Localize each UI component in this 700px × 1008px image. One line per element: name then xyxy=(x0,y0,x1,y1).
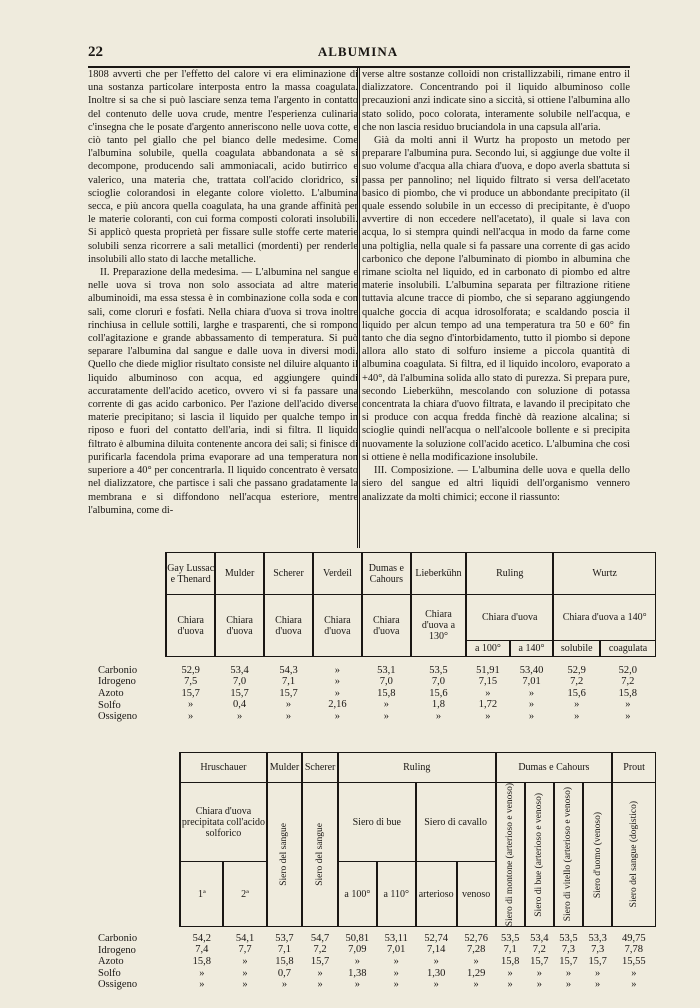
condition-header: a 140° xyxy=(510,641,554,657)
table-cell: » xyxy=(473,955,479,967)
element-label: Ossigeno xyxy=(98,979,138,991)
table-row xyxy=(96,711,656,723)
page-number: 22 xyxy=(88,44,103,60)
composition-table-eggs xyxy=(96,552,656,722)
table-row xyxy=(96,688,656,700)
table-cell: » xyxy=(507,967,513,979)
element-label: Ossigeno xyxy=(98,711,138,723)
table-cell: 7,15 xyxy=(478,676,498,688)
table-cell: 15,8 xyxy=(192,955,212,967)
page-header xyxy=(88,44,628,68)
table-row xyxy=(96,665,656,677)
table-cell: 53,5 xyxy=(429,664,448,676)
table-cell: 53,7 xyxy=(275,932,294,944)
table-cell: 54,3 xyxy=(279,664,298,676)
table-cell: 53,1 xyxy=(377,664,396,676)
table-cell: » xyxy=(285,710,292,722)
table-cell: » xyxy=(199,967,205,979)
table-cell: » xyxy=(334,664,341,676)
column-divider xyxy=(357,68,360,548)
author-header: Lieberkühn xyxy=(411,553,466,595)
right-text-column xyxy=(362,68,630,504)
condition-header: venoso xyxy=(457,862,496,927)
table-body xyxy=(96,665,656,723)
table-cell: 54,7 xyxy=(310,932,330,944)
table-cell: 51,91 xyxy=(476,664,500,676)
sample-header: Chiara d'uova xyxy=(362,595,411,657)
table-cell: 7,2 xyxy=(532,944,546,956)
table-cell: 7,1 xyxy=(281,676,296,688)
table-cell: 15,7 xyxy=(310,955,330,967)
table-cell: » xyxy=(383,699,389,711)
table-cell: » xyxy=(188,710,194,722)
table-cell: 0,7 xyxy=(277,967,292,979)
table-cell: 1,72 xyxy=(478,699,498,711)
sample-header: Siero di bue (arterioso e venoso) xyxy=(534,792,545,917)
table-cell: » xyxy=(507,979,513,991)
paragraph: III. Composizione. — L'albumina delle uova e quella dello siero del sangue ed altri liquidi dell'organismo vennero analizzate da molti chimici; eccone il riassunto: xyxy=(362,465,630,503)
table-cell: 15,55 xyxy=(622,955,646,967)
table-cell: 54,2 xyxy=(192,932,212,944)
table-cell: » xyxy=(188,699,194,711)
author-header: Hruschauer xyxy=(180,753,266,783)
element-label: Solfo xyxy=(98,967,121,979)
author-header: Dumas e Cahours xyxy=(362,553,411,595)
table-cell: 1,30 xyxy=(427,967,446,979)
table-cell: 7,3 xyxy=(561,944,576,956)
sample-header: Chiara d'uova xyxy=(264,595,313,657)
table-cell: 52,0 xyxy=(618,664,637,676)
table-cell: » xyxy=(354,979,360,991)
sample-header: Siero di vitello (arterioso e venoso) xyxy=(563,787,574,922)
table-cell: » xyxy=(473,979,479,991)
sample-header: Chiara d'uova xyxy=(466,595,553,641)
table-cell: 52,9 xyxy=(181,664,200,676)
sample-header: Chiara d'uova a 140° xyxy=(553,595,655,641)
table-cell: 7,5 xyxy=(184,676,198,688)
author-header: Wurtz xyxy=(553,553,655,595)
author-header: Dumas e Cahours xyxy=(496,753,613,783)
table-cell: 7,1 xyxy=(277,944,292,956)
sample-header: Siero del sangue xyxy=(315,823,326,887)
table-cell: 53,5 xyxy=(500,932,520,944)
table-cell: 7,4 xyxy=(195,944,209,956)
table-cell: 7,2 xyxy=(313,944,327,956)
table-cell: 7,14 xyxy=(427,944,446,956)
table-body xyxy=(96,933,656,991)
condition-header: arterioso xyxy=(416,862,457,927)
author-header: Mulder xyxy=(215,553,264,595)
element-label: Azoto xyxy=(98,687,124,699)
table-cell: » xyxy=(631,979,637,991)
sample-header: Siero di montone (arterioso e venoso) xyxy=(505,783,516,927)
author-header: Ruling xyxy=(466,553,553,595)
condition-header: coagulata xyxy=(600,641,655,657)
table-cell: » xyxy=(334,710,341,722)
table-cell: 7,2 xyxy=(570,676,584,688)
table-cell: » xyxy=(485,687,491,699)
table-cell: 15,8 xyxy=(275,955,294,967)
table-cell: » xyxy=(565,979,572,991)
condition-header: 1ª xyxy=(180,862,223,927)
author-header: Scherer xyxy=(302,753,338,783)
table-cell: » xyxy=(242,955,248,967)
table-cell: » xyxy=(528,699,535,711)
sample-header: Siero d'uomo (venoso) xyxy=(592,811,603,898)
table-cell: » xyxy=(334,687,341,699)
table-cell: » xyxy=(433,955,439,967)
table-cell: » xyxy=(317,979,323,991)
table-cell: 52,74 xyxy=(424,932,448,944)
table-cell: » xyxy=(393,979,399,991)
table-row xyxy=(96,956,656,968)
composition-table-serum xyxy=(96,752,656,991)
table-cell: 53,40 xyxy=(519,664,544,676)
table-cell: 52,76 xyxy=(464,932,488,944)
table-cell: » xyxy=(625,699,631,711)
condition-header: solubile xyxy=(553,641,600,657)
table-cell: 15,6 xyxy=(567,687,586,699)
sample-header: Chiara d'uova xyxy=(313,595,362,657)
table-cell: » xyxy=(631,967,637,979)
table-cell: 15,7 xyxy=(530,955,549,967)
paragraph: Già da molti anni il Wurtz ha proposto un metodo per preparare l'albumina pura. Secondo lui, si aggiunge due volte il suo volume d'acqua alla chiara d'uova, e dopo averla sbattuta si passa per pannolino; nel liquido filtrato si versa dell'acetato basico di piombo, che vi produce un abbondante precipitato (il quale essendo solubile in un eccesso di precipitante, è d'uopo avvertire di non eccedere nell'acetato), il quale si lava con acqua, lo si stempra quindi nell'acqua in modo da farne come una poltiglia, nella quale si fa passare una corrente di gas acido carbonico che depone l'albuminato di piombo in albumina che rimane sciolta nel liquido, ed in carbonato di piombo ed altre materie insolubili. L'albumina separata per filtrazione ritiene tuttavia alcune tracce di piombo, che si separano aggiungendo qualche goccia di acqua idrosolforata; e scaldando poscia il liquido per alcun tempo ad una temperatura tra 50 e 60° fin tanto che dia segno d'intorbidamento, tutto il piombo si depone allora allo stato di solfuro insieme a piccola quantità di albumina coagulata. Si filtra, ed il liquido incoloro, evaporato a +40°, dà l'albumina solida allo stato di purezza. Si prepara pure, secondo Lieberkühn, mescolando con soluzione di potassa concentrata la chiara d'uovo filtrata, e lavando il precipitato che si produce con acqua fredda finchè dà reazione alcalina; si scioglie quindi nell'acqua o nell'alcoole bollente e si precipita nuovamente la soluzione coll'acido acetico. L'albumina che così si ottiene è nella modificazione insolubile. xyxy=(362,135,630,463)
left-text-column xyxy=(88,68,358,517)
condition-header: a 100° xyxy=(338,862,377,927)
table-cell: » xyxy=(433,979,439,991)
table-cell: 0,4 xyxy=(233,699,247,711)
table-cell: » xyxy=(625,710,631,722)
table-row xyxy=(96,933,656,945)
author-header: Ruling xyxy=(338,753,496,783)
table-cell: 7,0 xyxy=(379,676,393,688)
table-cell: » xyxy=(536,979,542,991)
table-cell: 7,1 xyxy=(503,944,517,956)
table-cell: 53,4 xyxy=(230,664,249,676)
table-cell: 53,11 xyxy=(384,932,408,944)
table-cell: 53,5 xyxy=(559,932,578,944)
sample-header: Siero di bue xyxy=(338,783,416,862)
paragraph: II. Preparazione della medesima. — L'albumina nel sangue e nelle uova si trova non solo associata ad altre materie albuminoidi, ma essa stessa è in combinazione colla soda e con sali, come clorurì e fosfati. Nella chiara d'uova si trova inoltre rinchiusa in cellule sottili, larghe e trasparenti, che si rompono coll'agitazione e grande abbassamento di temperatura. Si può separare l'albumina dal sangue e dalle uova in diversi modi. Quello che diede miglior risultato consiste nel diluire alquanto il liquido albuminoso con acqua, ed aggiungere quindi accuratamente dell'acido acetico, ovvero vi si fa passare una corrente di gas acido carbonico. Per l'azione dell'acido diverse materie precipitano; si lascia il liquido per qualche tempo in riposo e fuori del contatto dell'aria, indi si filtra. Il liquido filtrato è albumina diluita contenente ancora dei sali; si finisce di purificarla facendola prima evaporare ad una temperatura non superiore a 40° per concentrarla. Il liquido concentrato è versato nel dializzatore, che partisce i sali che passano gradatamente la membrana e si diffondono nell'acqua esteriore, mentre l'albumina, come di- xyxy=(88,267,358,516)
table-cell: 7,0 xyxy=(233,676,247,688)
table-cell: 7,01 xyxy=(522,676,541,688)
author-header: Verdeil xyxy=(313,553,362,595)
table-cell: » xyxy=(393,967,399,979)
table-cell: 15,7 xyxy=(230,687,249,699)
author-header: Prout xyxy=(612,753,655,783)
table-cell: » xyxy=(354,955,360,967)
table-cell: » xyxy=(595,979,601,991)
table-row xyxy=(96,968,656,980)
table-cell: 2,16 xyxy=(328,699,347,711)
table-cell: » xyxy=(393,955,399,967)
element-label: Azoto xyxy=(98,956,124,968)
table-cell: 15,6 xyxy=(429,687,448,699)
table-cell: 1,8 xyxy=(431,699,446,711)
table-cell: 15,7 xyxy=(181,687,200,699)
sample-header: Siero del sangue xyxy=(279,823,290,887)
table-cell: » xyxy=(334,676,341,688)
table-cell: 7,2 xyxy=(621,676,635,688)
element-label: Solfo xyxy=(98,699,121,711)
table-cell: 1,38 xyxy=(348,967,367,979)
table-cell: » xyxy=(536,967,542,979)
table-cell: » xyxy=(383,710,389,722)
table-cell: » xyxy=(565,967,572,979)
table-cell: 7,01 xyxy=(387,944,406,956)
element-label: Carbonio xyxy=(98,933,138,945)
element-label: Idrogeno xyxy=(98,944,136,956)
table-cell: 7,7 xyxy=(238,944,252,956)
sample-header: Siero del sangue (dogistico) xyxy=(629,801,640,908)
author-header: Mulder xyxy=(267,753,303,783)
paragraph: 1808 avvertì che per l'effetto del calore vi era eliminazione di una sostanza particolare interposta entro la massa coagulata. Inoltre si sa che si può lasciare senza tema l'argento in contatto del contenuto delle uova crude, mentre l'esperienza culinaria c'insegna che le posate d'argento anneriscono nelle uova cotte, e ciò tanto pel giallo che pel bianco delle medesime. Come l'albumina solubile, quella coagulata abbandonata a sè si decompone, producendo sali ammoniacali, acido butirrico e valerico, una materia che, trattata coll'acido cloridrico, si scioglie colorandosi in elegante colore violetto. L'albumina secca, e più ancora quella coagulata, ha una grande affinità per le materie coloranti, con cui forma composti colorati insolubili. Si applicò questa proprietà per fissare sulle stoffe certe materie solubili senza ricorrere a sali metallici (mordenti) per renderle insolubili allo stato di lacche metalliche. xyxy=(88,69,358,265)
table-cell: » xyxy=(435,710,442,722)
sample-header: Chiara d'uova precipitata coll'acido solforico xyxy=(180,783,266,862)
table-cell: 15,8 xyxy=(500,955,520,967)
sample-header: Chiara d'uova xyxy=(215,595,264,657)
table-cell: » xyxy=(485,710,491,722)
sample-header: Siero di cavallo xyxy=(416,783,496,862)
table-cell: » xyxy=(574,699,580,711)
table-cell: 50,81 xyxy=(345,932,370,944)
table-cell: » xyxy=(595,967,601,979)
table-cell: 7,78 xyxy=(624,944,644,956)
table-cell: 53,3 xyxy=(588,932,607,944)
element-label: Idrogeno xyxy=(98,676,136,688)
condition-header: 2ª xyxy=(223,862,266,927)
table-cell: » xyxy=(281,979,288,991)
table-cell: 7,09 xyxy=(348,944,367,956)
table-row xyxy=(96,676,656,688)
table-cell: » xyxy=(528,687,535,699)
table-cell: 7,28 xyxy=(466,944,486,956)
table-cell: 7,0 xyxy=(431,676,446,688)
table-cell: 49,75 xyxy=(622,932,646,944)
table-row xyxy=(96,699,656,711)
table-cell: 15,7 xyxy=(559,955,578,967)
table-cell: 15,8 xyxy=(377,687,396,699)
table-cell: » xyxy=(199,979,205,991)
paragraph: verse altre sostanze colloidi non cristallizzabili, rimane entro il dializzatore. Concentrando poi il liquido albuminoso colle precauzioni anzi indicate sino a siccità, si ottiene l'albumina allo stato solido, poco colorata, interamente solubile nell'acqua, e che non lascia residuo bruciandola in una capsula all'aria. xyxy=(362,69,630,133)
element-label: Carbonio xyxy=(98,664,138,676)
sample-header: Chiara d'uova xyxy=(166,595,215,657)
sample-header: Chiara d'uova a 130° xyxy=(411,595,466,657)
table-cell: » xyxy=(236,710,243,722)
author-header: Gay Lussac e Thenard xyxy=(166,553,215,595)
author-header: Scherer xyxy=(264,553,313,595)
table-cell: » xyxy=(242,967,248,979)
table-cell: 54,1 xyxy=(235,932,255,944)
table-row xyxy=(96,944,656,956)
table-cell: » xyxy=(285,699,292,711)
table-cell: » xyxy=(242,979,248,991)
table-cell: » xyxy=(574,710,580,722)
running-title: ALBUMINA xyxy=(317,44,399,59)
condition-header: a 110° xyxy=(377,862,416,927)
table-cell: 7,3 xyxy=(591,944,605,956)
table-cell: 1,29 xyxy=(466,967,486,979)
table-cell: » xyxy=(317,967,323,979)
table-cell: 15,7 xyxy=(588,955,607,967)
table-cell: 15,7 xyxy=(279,687,298,699)
condition-header: a 100° xyxy=(466,641,510,657)
table-cell: 15,8 xyxy=(618,687,637,699)
table-row xyxy=(96,979,656,991)
table-cell: » xyxy=(528,710,535,722)
table-cell: 53,4 xyxy=(530,932,549,944)
table-cell: 52,9 xyxy=(567,664,586,676)
